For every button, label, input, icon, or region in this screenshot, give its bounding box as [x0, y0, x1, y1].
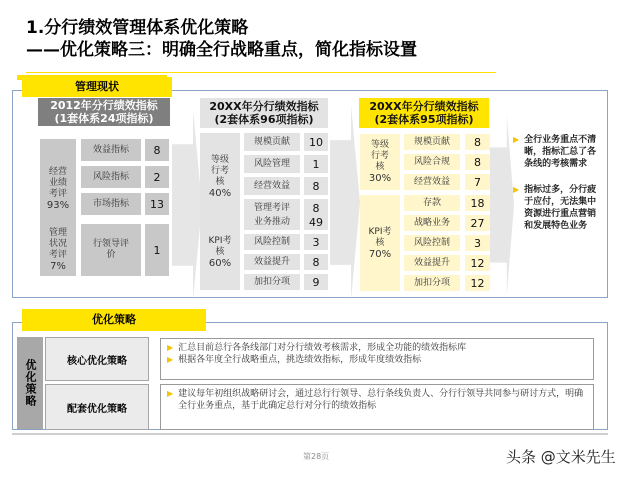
col2012-header: 2012年分行绩效指标 (1套体系24项指标) [38, 98, 170, 126]
indicator-count: 27 [465, 215, 490, 231]
footer-divider [12, 433, 608, 435]
group-label: KPI考核 70% [360, 195, 400, 291]
indicator-name: 效益指标 [81, 139, 141, 161]
col20xx-a-header: 20XX年分行绩效指标 (2套体系96项指标) [200, 98, 328, 128]
strategy-vertical-label: 优化策略 [17, 337, 43, 429]
conclusions-list [513, 134, 605, 246]
indicator-count: 2 [145, 166, 169, 188]
title-divider [26, 72, 496, 73]
group-label: KPI考核 60% [200, 214, 240, 290]
bullet-triangle-icon: ▶ [167, 389, 174, 398]
indicator-count: 8 [304, 199, 328, 217]
indicator-count: 3 [304, 234, 328, 250]
indicator-name: 风险指标 [81, 166, 141, 188]
indicator-name: 风险合规 [404, 154, 460, 170]
strategy-bullet: ▶ 汇总目前总行各条线部门对分行绩效考核需求，形成全功能的绩效指标库 [167, 343, 467, 353]
indicator-name: 风险控制 [244, 234, 300, 250]
indicator-count: 8 [145, 139, 169, 161]
col20xx-b-header: 20XX年分行绩效指标 (2套体系95项指标) [359, 98, 489, 128]
indicator-count: 8 [465, 134, 490, 150]
indicator-count: 12 [465, 255, 490, 271]
indicator-name: 经营效益 [244, 177, 300, 195]
strategy-bullet: ▶ 建议每年初组织战略研讨会，通过总行行领导、总行条线负责人、分行行领导共同参与研讨方式，明确全行业务重点，基于此确定总行对分行的绩效指标 [167, 389, 584, 411]
conclusion-item: ▶ 全行业务重点不清晰，指标汇总了各条线的考核需求 [513, 135, 597, 169]
indicator-count: 18 [465, 195, 490, 211]
bullet-triangle-icon: ▶ [167, 343, 174, 352]
bullet-triangle-icon: ▶ [513, 135, 520, 144]
bullet-triangle-icon: ▶ [513, 185, 520, 194]
page-number: 第28页 [303, 452, 330, 461]
indicator-count: 7 [465, 174, 490, 190]
indicator-count: 3 [465, 235, 490, 251]
indicator-count: 1 [145, 224, 169, 276]
indicator-name: 加扣分项 [404, 275, 460, 291]
indicator-name: 规模贡献 [404, 134, 460, 150]
group-label: 等级行考核 30% [360, 134, 400, 190]
indicator-name: 业务推动 [244, 214, 300, 230]
page-subtitle: ——优化策略三：明确全行战略重点，简化指标设置 [26, 40, 417, 60]
indicator-name: 风险管理 [244, 155, 300, 173]
strategy-bullets [160, 338, 594, 380]
group-label: 经营业绩考评 93% [40, 139, 76, 239]
conclusion-item: ▶ 指标过多，分行疲于应付，无法集中资源进行重点营销和发展特色业务 [513, 185, 597, 231]
indicator-count: 8 [304, 177, 328, 195]
indicator-name: 风险控制 [404, 235, 460, 251]
page-title: 1.分行绩效管理体系优化策略 [26, 18, 249, 38]
indicator-name: 效益提升 [244, 254, 300, 270]
group-label: 等级行考核 40% [200, 133, 240, 220]
indicator-name: 管理考评 [244, 199, 300, 217]
bullet-triangle-icon: ▶ [167, 355, 174, 364]
strategy-tab: 优化策略 [22, 309, 206, 331]
group-label: 管理状况考评 7% [40, 224, 76, 276]
watermark: 头条 @文米先生 [506, 448, 616, 466]
indicator-count: 10 [304, 133, 328, 151]
status-tab: 管理现状 [22, 77, 172, 97]
strategy-row-label: 配套优化策略 [45, 384, 149, 430]
indicator-name: 经营效益 [404, 174, 460, 190]
indicator-name: 加扣分项 [244, 274, 300, 290]
indicator-name: 战略业务 [404, 215, 460, 231]
indicator-count: 49 [304, 214, 328, 230]
indicator-count: 8 [304, 254, 328, 270]
indicator-count: 1 [304, 155, 328, 173]
indicator-count: 9 [304, 274, 328, 290]
indicator-name: 规模贡献 [244, 133, 300, 151]
indicator-name: 市场指标 [81, 193, 141, 215]
indicator-count: 13 [145, 193, 169, 215]
strategy-row-label: 核心优化策略 [45, 337, 149, 381]
indicator-count: 12 [465, 275, 490, 291]
indicator-name: 效益提升 [404, 255, 460, 271]
indicator-name: 存款 [404, 195, 460, 211]
indicator-count: 8 [465, 154, 490, 170]
strategy-bullet: ▶ 根据各年度全行战略重点，挑选绩效指标，形成年度绩效指标 [167, 355, 422, 365]
strategy-bullets [160, 384, 594, 430]
indicator-name: 行领导评价 [81, 224, 141, 276]
